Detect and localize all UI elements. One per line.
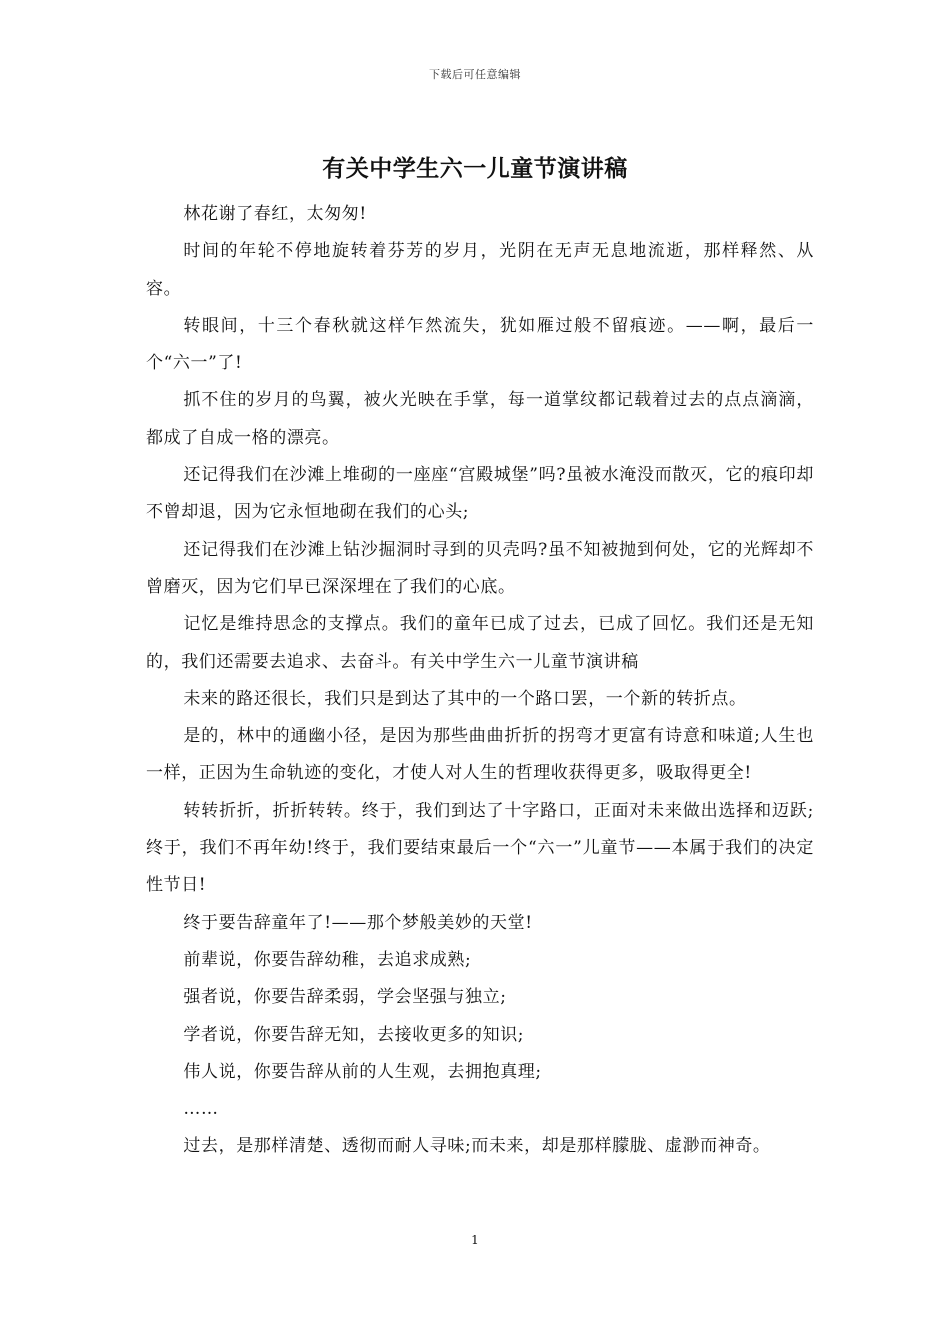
paragraph: 时间的年轮不停地旋转着芬芳的岁月，光阴在无声无息地流逝，那样释然、从容。 [146,241,814,299]
paragraph: 记忆是维持思念的支撑点。我们的童年已成了过去，已成了回忆。我们还是无知的，我们还需要去追求、去奋斗。有关中学生六一儿童节演讲稿 [146,614,814,672]
paragraph: 林花谢了春红，太匆匆! [183,204,367,224]
paragraph: 前辈说，你要告辞幼稚，去追求成熟; [183,949,472,970]
paragraph: 过去，是那样清楚、透彻而耐人寻味;而未来，却是那样朦胧、虚渺而神奇。 [183,1136,771,1157]
page-header-note: 下载后可任意编辑 [429,68,521,81]
paragraph: 伟人说，你要告辞从前的人生观，去拥抱真理; [183,1061,542,1082]
paragraph: 未来的路还很长，我们只是到达了其中的一个路口罢，一个新的转折点。 [183,688,747,709]
paragraph: 还记得我们在沙滩上钻沙掘洞时寻到的贝壳吗?虽不知被抛到何处，它的光辉却不曾磨灭，因为它们早已深深埋在了我们的心底。 [146,539,814,597]
page-number: 1 [471,1233,479,1247]
paragraph: 抓不住的岁月的鸟翼，被火光映在手掌，每一道掌纹都记载着过去的点点滴滴，都成了自成一格的漂亮。 [146,390,814,448]
paragraph: 终于要告辞童年了!——那个梦般美妙的天堂! [183,912,533,933]
paragraph: 是的，林中的通幽小径，是因为那些曲曲折折的拐弯才更富有诗意和味道;人生也一样，正因为生命轨迹的变化，才使人对人生的哲理收获得更多，吸取得更全! [146,726,814,784]
document-title: 有关中学生六一儿童节演讲稿 [322,156,628,182]
paragraph: 还记得我们在沙滩上堆砌的一座座“宫殿城堡”吗?虽被水淹没而散灭，它的痕印却不曾却退，因为它永恒地砌在我们的心头; [146,465,814,523]
ellipsis-line: …… [183,1099,219,1120]
paragraph: 强者说，你要告辞柔弱，学会坚强与独立; [183,987,507,1008]
paragraph: 转转折折，折折转转。终于，我们到达了十字路口，正面对未来做出选择和迈跃;终于，我们不再年幼!终于，我们要结束最后一个“六一”儿童节——本属于我们的决定性节日! [146,800,814,896]
paragraph: 学者说，你要告辞无知，去接收更多的知识; [183,1024,525,1045]
document-body [146,196,814,1166]
paragraph: 转眼间，十三个春秋就这样乍然流失，犹如雁过般不留痕迹。——啊，最后一个“六一”了! [146,315,814,374]
